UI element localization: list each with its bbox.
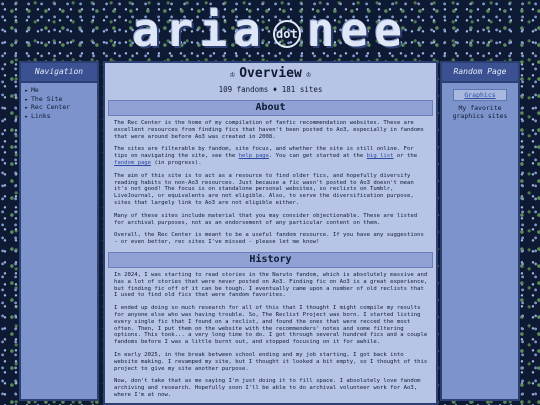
- text-span: The sites are filterable by fandom, site focus, and whether the site is still online. For tips on navigating the site, see the: [114, 146, 414, 160]
- big-list-link[interactable]: big list: [366, 153, 394, 160]
- history-paragraph: In 2024, I was starting to read stories in the Naruto fandom, which is absolutely massive and has a lot of stories that were never posted on Ao3. Finding fic on Ao3 is a great experience, but finding fic off of it can be tough. I eventually came upon a number of old reclists that I used to find old fics that were fandom favorites.: [114, 271, 428, 299]
- nav-item-label: Me: [31, 86, 39, 94]
- random-page-description: My favorite graphics sites: [452, 104, 508, 120]
- about-heading: About: [108, 100, 433, 116]
- nav-item-label: Rec Center: [31, 103, 71, 111]
- fandom-page-link[interactable]: fandom page: [114, 159, 152, 166]
- history-paragraph: In early 2025, in the break between school ending and my job starting, I got back into website making. I revamped my site, but I thought it looked a bit empty, so I thought of this project to give my site another purpose.: [114, 351, 428, 372]
- trophy-icon: ♔: [229, 70, 236, 80]
- about-paragraph: Many of these sites include material that you may consider objectionable. These are listed for archival purposes, not as an endorsement of any particular content on them.: [114, 212, 418, 226]
- random-graphics-link[interactable]: Graphics: [453, 89, 507, 101]
- page-title-text: Overview: [239, 66, 302, 81]
- site-stats: 109 fandoms ♦ 181 sites: [218, 85, 323, 94]
- text-span: . You can get started at the: [268, 153, 367, 160]
- triangle-right-icon: ►: [25, 105, 29, 111]
- random-page-panel: [440, 61, 520, 401]
- nav-list: [25, 87, 97, 121]
- random-page-title: Random Page: [442, 63, 518, 83]
- help-page-link[interactable]: help page: [238, 153, 269, 160]
- text-span: or the: [393, 153, 418, 160]
- trophy-icon: ♔: [305, 70, 312, 80]
- logo-left: aria: [132, 3, 267, 57]
- triangle-right-icon: ►: [25, 88, 29, 94]
- triangle-right-icon: ►: [25, 96, 29, 103]
- site-logo[interactable]: [0, 2, 540, 58]
- main-content: [103, 61, 438, 405]
- nav-item-label: Links: [31, 111, 51, 120]
- about-paragraph: Overall, the Rec Center is meant to be a useful fandom resource. If you have any suggestions - or even better, rec sites I've missed - please let me know!: [114, 232, 424, 246]
- about-paragraph: [114, 146, 428, 166]
- navigation-title: Navigation: [21, 63, 97, 83]
- about-paragraph: The Rec Center is the home of my compilation of fanfic recommendation websites. These are excellent resources from finding fics that haven't been posted to Ao3, especially in fandoms that were around before Ao3 was created in 2008.: [114, 120, 424, 140]
- about-paragraph: The aim of this site is to act as a resource to find older fics, and hopefully diversify reading habits to non-Ao3 resources. Just because a fic wasn't posted to Ao3 doesn't mean it's not good! The focus is on standalone personal websites, so reclists on Tumblr, LiveJournal, or equivalents are not eligible. Also, to serve the diversification purpose, sites that largely link to Ao3 are not eligible either.: [114, 172, 414, 206]
- nav-item-links[interactable]: [25, 113, 97, 122]
- navigation-panel: [19, 61, 99, 401]
- site-header: [0, 0, 540, 60]
- logo-right: nee: [306, 3, 408, 57]
- history-heading: History: [108, 252, 433, 268]
- page-title: [105, 66, 436, 81]
- history-paragraph: I ended up doing so much research for all of this that I thought I might compile my results for anyone else who was having trouble. So, The Reclist Project was born. I started listing every single fic that I found on a reclist, and found the ones that were recced the most often. Then, I put them on the website with the recommenders' notes and some filtering options. This took... a very long time to do. I got through several hundred fics and a couple fandoms before I was a little burnt out, and stopped focusing on it for awhile.: [114, 305, 428, 346]
- nav-item-label: The Site: [31, 94, 63, 103]
- history-paragraph: Now, don't take that as me saying I'm just doing it to fill space. I absolutely love fandom archiving and research. Hopefully soon I'll be able to do archival volunteer work for Ao3, where I'm at now.: [114, 378, 421, 398]
- triangle-right-icon: ►: [25, 113, 29, 120]
- random-page-box: [442, 89, 518, 120]
- text-span: (in progress).: [151, 159, 202, 166]
- logo-dot: dot: [273, 20, 301, 48]
